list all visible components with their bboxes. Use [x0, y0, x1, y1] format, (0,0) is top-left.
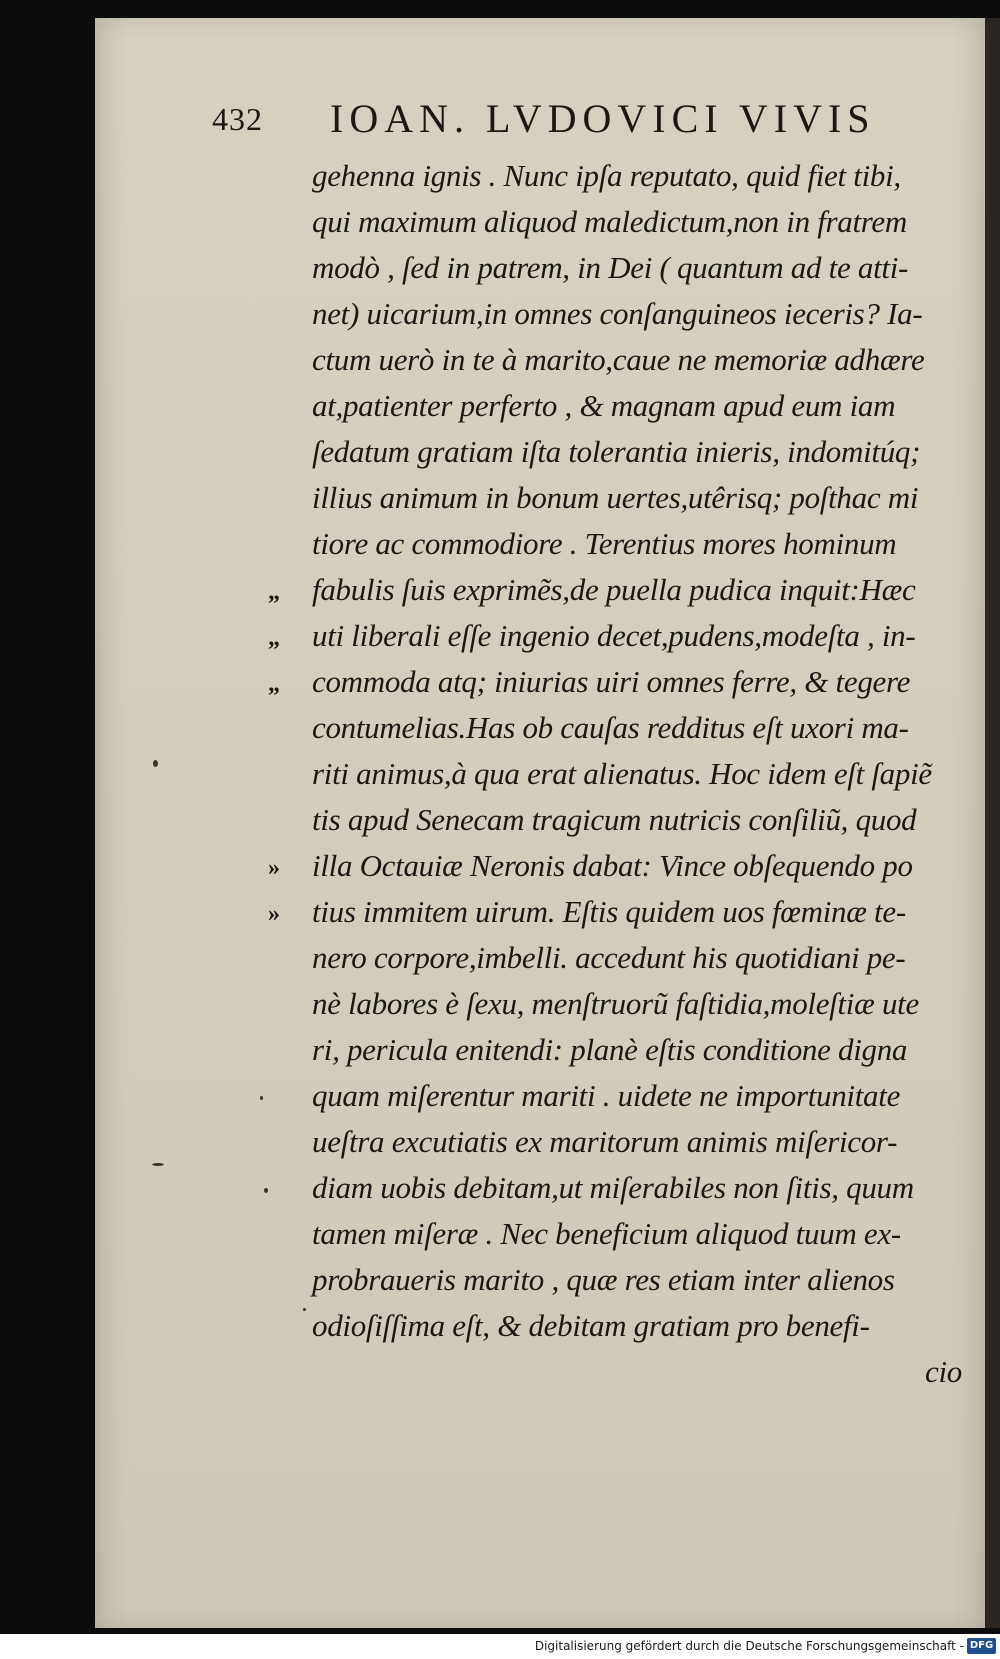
text-line: [268, 567, 972, 613]
text-line: [312, 935, 972, 981]
line-text: modò , ſed in patrem, in Dei ( quantum ad te atti-: [312, 250, 909, 285]
line-text: illius animum in bonum uertes,utêrisq; poſthac mi: [312, 480, 919, 515]
quotation-margin-mark: „: [268, 579, 279, 605]
text-line: [312, 1073, 972, 1119]
line-text: fabulis ſuis exprimẽs,de puella pudica inquit:Hæc: [312, 572, 916, 607]
line-text: tiore ac commodiore . Terentius mores hominum: [312, 526, 897, 561]
footer-bar: [0, 1634, 1000, 1659]
text-line: [312, 1303, 972, 1349]
text-line: [268, 613, 972, 659]
text-line: [312, 751, 972, 797]
line-text: contumelias.Has ob cauſas redditus eſt uxori ma-: [312, 710, 909, 745]
line-text: riti animus,à qua erat alienatus. Hoc idem eſt ſapiẽ: [312, 756, 932, 791]
quotation-margin-mark: „: [268, 625, 279, 651]
line-text: tamen miſeræ . Nec beneficium aliquod tuum ex-: [312, 1216, 901, 1251]
line-text: nero corpore,imbelli. accedunt his quotidiani pe-: [312, 940, 906, 975]
quotation-margin-mark: „: [268, 671, 279, 697]
line-text: odioſiſſima eſt, & debitam gratiam pro benefi-: [312, 1308, 870, 1343]
funding-credit: Digitalisierung gefördert durch die Deutsche Forschungsgemeinschaft -: [534, 1639, 964, 1653]
running-title: IOAN. LVDOVICI VIVIS: [330, 96, 876, 141]
text-line: [312, 291, 972, 337]
text-line: [312, 1119, 972, 1165]
text-line: [268, 659, 972, 705]
text-line: [312, 245, 972, 291]
text-line: [312, 797, 972, 843]
line-text: probraueris marito , quæ res etiam inter alienos: [312, 1262, 895, 1297]
text-line: [312, 521, 972, 567]
text-line: [312, 1165, 972, 1211]
catchword: cio: [925, 1354, 962, 1389]
line-text: qui maximum aliquod maledictum,non in fratrem: [312, 204, 907, 239]
line-text: ctum uerò in te à marito,caue ne memoriæ adhære: [312, 342, 925, 377]
line-text: diam uobis debitam,ut miſerabiles non ſitis, quum: [312, 1170, 914, 1205]
text-line: [312, 981, 972, 1027]
text-line: [312, 153, 972, 199]
text-line: [312, 1257, 972, 1303]
line-text: tis apud Senecam tragicum nutricis conſiliũ, quod: [312, 802, 917, 837]
line-text: gehenna ignis . Nunc ipſa reputato, quid fiet tibi,: [312, 158, 901, 193]
line-text: illa Octauiæ Neronis dabat: Vince obſequendo po: [312, 848, 913, 883]
text-line: [312, 337, 972, 383]
line-text: ueſtra excutiatis ex maritorum animis miſericor-: [312, 1124, 898, 1159]
text-line: [312, 383, 972, 429]
quotation-margin-mark: »: [268, 855, 279, 881]
text-line: [268, 889, 972, 935]
line-text: commoda atq; iniurias uiri omnes ferre, & tegere: [312, 664, 911, 699]
line-text: ſedatum gratiam iſta tolerantia inieris, indomitúq;: [312, 434, 921, 469]
body-text: [268, 153, 972, 1395]
text-line: [268, 843, 972, 889]
text-line: [312, 475, 972, 521]
page-number: 432: [212, 101, 263, 137]
dfg-logo: DFG: [967, 1638, 996, 1654]
line-text: tius immitem uirum. Eſtis quidem uos fœminæ te-: [312, 894, 906, 929]
line-text: net) uicarium,in omnes conſanguineos ieceris? Ia-: [312, 296, 923, 331]
quotation-margin-mark: »: [268, 901, 279, 927]
page-edge: [985, 18, 1000, 1628]
text-line: [312, 199, 972, 245]
line-text: at,patienter perferto , & magnam apud eum iam: [312, 388, 896, 423]
running-head: [212, 95, 912, 145]
text-line: [312, 705, 972, 751]
line-text: uti liberali eſſe ingenio decet,pudens,modeſta , in-: [312, 618, 916, 653]
line-text: quam miſerentur mariti . uidete ne importunitate: [312, 1078, 901, 1113]
line-text: ri, pericula enitendi: planè eſtis conditione digna: [312, 1032, 908, 1067]
text-line: [312, 1211, 972, 1257]
text-line: [312, 1027, 972, 1073]
text-line: [312, 429, 972, 475]
line-text: nè labores è ſexu, menſtruorũ faſtidia,moleſtiæ ute: [312, 986, 919, 1021]
